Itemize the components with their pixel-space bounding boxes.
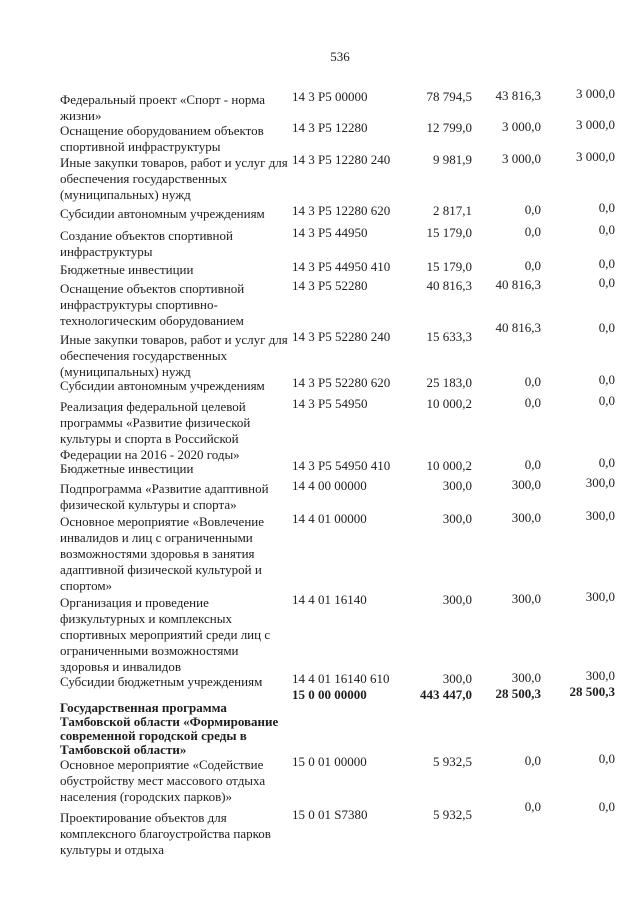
- amount-col-3: 0,0: [598, 393, 615, 408]
- amount-col-2: 0,0: [524, 258, 541, 273]
- amount-col-3: 3 000,0: [576, 149, 615, 164]
- budget-code: 14 3 P5 00000: [292, 89, 368, 104]
- budget-code: 14 4 00 00000: [292, 478, 367, 493]
- row-name: Субсидии бюджетным учреждениям: [60, 674, 263, 689]
- amount-col-1: 300,0: [442, 671, 472, 686]
- amount-col-1: 40 816,3: [426, 278, 472, 293]
- row-name: Основное мероприятие «Вовлечение инвалидов и лиц с ограниченными возможностями здоровья в занятия адаптивной физической культурой и спортом»: [60, 514, 265, 593]
- row-name: Субсидии автономным учреждениям: [60, 206, 265, 221]
- row-name: Реализация федеральной целевой программы «Развитие физической культуры и спорта в Российской Федерации на 2016 - 2020 годы»: [60, 399, 251, 462]
- amount-col-1: 300,0: [442, 511, 472, 526]
- budget-code: 14 3 P5 54950: [292, 396, 368, 411]
- budget-code: 14 3 P5 12280 620: [292, 203, 391, 218]
- amount-col-3: 300,0: [585, 589, 615, 604]
- amount-col-1: 78 794,5: [426, 89, 472, 104]
- amount-col-2: 3 000,0: [502, 119, 541, 134]
- row-name: Проектирование объектов для комплексного благоустройства парков культуры и отдыха: [60, 810, 271, 857]
- budget-code: 14 4 01 16140: [292, 592, 367, 607]
- amount-col-3: 3 000,0: [576, 117, 615, 132]
- row-name: Оснащение объектов спортивной инфраструктуры спортивно-технологическим оборудованием: [60, 281, 245, 328]
- budget-code: 14 4 01 16140 610: [292, 671, 390, 686]
- row-name: Бюджетные инвестиции: [60, 461, 194, 476]
- amount-col-2: 28 500,3: [495, 686, 541, 701]
- row-name: Субсидии автономным учреждениям: [60, 378, 265, 393]
- row-name: Иные закупки товаров, работ и услуг для обеспечения государственных (муниципальных) нужд: [60, 332, 288, 379]
- amount-col-3: 0,0: [598, 320, 615, 335]
- amount-col-1: 15 179,0: [426, 225, 472, 240]
- amount-col-2: 300,0: [511, 477, 541, 492]
- row-name: Основное мероприятие «Содействие обустройству мест массового отдыха населения (городских парков)»: [60, 757, 266, 804]
- row-name: Федеральный проект «Спорт - норма жизни»: [60, 92, 266, 123]
- page-number: 536: [330, 49, 350, 64]
- amount-col-2: 0,0: [524, 395, 541, 410]
- budget-code: 14 3 P5 52280 240: [292, 329, 391, 344]
- amount-col-1: 2 817,1: [433, 203, 472, 218]
- amount-col-3: 0,0: [598, 372, 615, 387]
- budget-code: 15 0 01 S7380: [292, 807, 368, 822]
- amount-col-1: 300,0: [442, 592, 472, 607]
- amount-col-3: 0,0: [598, 256, 615, 271]
- amount-col-2: 3 000,0: [502, 151, 541, 166]
- budget-code: 14 3 P5 54950 410: [292, 458, 391, 473]
- amount-col-3: 0,0: [598, 799, 615, 814]
- amount-col-2: 0,0: [524, 374, 541, 389]
- amount-col-2: 300,0: [511, 670, 541, 685]
- amount-col-1: 25 183,0: [426, 375, 472, 390]
- row-name: Подпрограмма «Развитие адаптивной физической культуры и спорта»: [60, 481, 269, 512]
- amount-col-1: 15 179,0: [426, 259, 472, 274]
- budget-code: 15 0 00 00000: [292, 687, 367, 702]
- budget-code: 14 3 P5 12280: [292, 120, 368, 135]
- amount-col-1: 15 633,3: [426, 329, 472, 344]
- amount-col-2: 0,0: [524, 202, 541, 217]
- amount-col-2: 40 816,3: [495, 277, 541, 292]
- budget-code: 14 3 P5 52280: [292, 278, 368, 293]
- amount-col-1: 300,0: [442, 478, 472, 493]
- amount-col-1: 10 000,2: [426, 396, 472, 411]
- row-name: Государственная программа Тамбовской области «Формирование современной городской среды в Тамбовской области»: [60, 700, 279, 757]
- amount-col-2: 43 816,3: [495, 88, 541, 103]
- amount-col-1: 5 932,5: [433, 807, 472, 822]
- amount-col-3: 28 500,3: [569, 684, 615, 699]
- budget-code: 14 3 P5 44950: [292, 225, 368, 240]
- amount-col-3: 0,0: [598, 455, 615, 470]
- amount-col-1: 5 932,5: [433, 754, 472, 769]
- budget-code: 14 3 P5 12280 240: [292, 152, 391, 167]
- amount-col-3: 0,0: [598, 751, 615, 766]
- budget-code: 14 3 P5 52280 620: [292, 375, 391, 390]
- amount-col-2: 300,0: [511, 510, 541, 525]
- amount-col-3: 0,0: [598, 200, 615, 215]
- amount-col-3: 300,0: [585, 668, 615, 683]
- amount-col-1: 443 447,0: [420, 687, 472, 702]
- row-name: Создание объектов спортивной инфраструктуры: [60, 228, 233, 259]
- budget-code: 14 3 P5 44950 410: [292, 259, 391, 274]
- amount-col-3: 0,0: [598, 275, 615, 290]
- amount-col-2: 300,0: [511, 591, 541, 606]
- amount-col-3: 0,0: [598, 222, 615, 237]
- amount-col-2: 40 816,3: [495, 320, 541, 335]
- amount-col-2: 0,0: [524, 457, 541, 472]
- amount-col-3: 3 000,0: [576, 86, 615, 101]
- amount-col-2: 0,0: [524, 753, 541, 768]
- budget-code: 15 0 01 00000: [292, 754, 367, 769]
- budget-code: 14 4 01 00000: [292, 511, 367, 526]
- row-name: Бюджетные инвестиции: [60, 262, 194, 277]
- row-name: Иные закупки товаров, работ и услуг для обеспечения государственных (муниципальных) нужд: [60, 155, 288, 202]
- row-name: Организация и проведение физкультурных и комплексных спортивных мероприятий среди лиц с ограниченными возможностями здоровья и инвалидов: [60, 595, 271, 674]
- row-name: Оснащение оборудованием объектов спортивной инфраструктуры: [60, 123, 264, 154]
- amount-col-1: 9 981,9: [433, 152, 472, 167]
- amount-col-2: 0,0: [524, 799, 541, 814]
- amount-col-3: 300,0: [585, 508, 615, 523]
- amount-col-1: 12 799,0: [426, 120, 472, 135]
- amount-col-2: 0,0: [524, 224, 541, 239]
- amount-col-1: 10 000,2: [426, 458, 472, 473]
- amount-col-3: 300,0: [585, 475, 615, 490]
